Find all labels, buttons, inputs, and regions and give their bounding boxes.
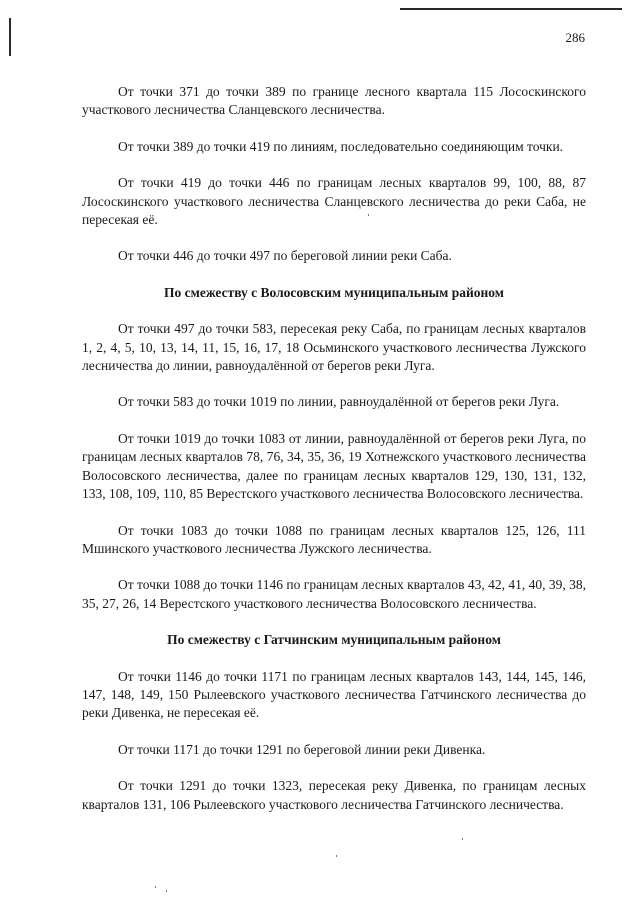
paragraph: От точки 1088 до точки 1146 по границам лесных кварталов 43, 42, 41, 40, 39, 38, 35, 27, 26, 14 Верестского участкового лесничества Волосовского лесничества. [82,577,586,611]
paragraph: От точки 1146 до точки 1171 по границам лесных кварталов 143, 144, 145, 146, 147, 148, 149, 150 Рылеевского участкового лесничества Гатчинского лесничества до реки Дивенка, не пересекая её. [82,668,586,721]
section-heading: По смежеству с Волосовским муниципальным районом [164,284,504,300]
paragraph: От точки 446 до точки 497 по береговой линии реки Саба. [118,248,452,264]
paragraph: От точки 1291 до точки 1323, пересекая реку Дивенка, по границам лесных кварталов 131, 106 Рылеевского участкового лесничества Гатчинского лесничества. [82,778,586,812]
paragraph: От точки 1083 до точки 1088 по границам лесных кварталов 125, 126, 111 Мшинского участкового лесничества Лужского лесничества. [82,522,586,556]
paragraph: От точки 583 до точки 1019 по линии, равноудалённой от берегов реки Луга. [118,394,560,410]
document-body [82,83,586,832]
page-number: 286 [565,30,585,45]
scan-speck [336,855,337,857]
paragraph: От точки 419 до точки 446 по границам лесных кварталов 99, 100, 88, 87 Лососкинского участкового лесничества Сланцевского лесничества до реки Саба, не пересекая её. [82,175,586,228]
scan-edge-left [9,18,11,56]
paragraph: От точки 497 до точки 583, пересекая реку Саба, по границам лесных кварталов 1, 2, 4, 5, 10, 13, 14, 11, 15, 16, 17, 18 Осьминского участкового лесничества Лужского лесничества до линии, равноудалённой от берегов реки Луга. [82,321,586,374]
scan-edge-top [400,8,622,10]
paragraph: От точки 389 до точки 419 по линиям, последовательно соединяющим точки. [118,138,564,154]
scan-speck [166,890,167,892]
paragraph: От точки 371 до точки 389 по границе лесного квартала 115 Лососкинского участкового лесничества Сланцевского лесничества. [82,84,586,118]
scan-speck [462,838,463,840]
scan-speck [155,886,156,888]
paragraph: От точки 1171 до точки 1291 по береговой линии реки Дивенка. [118,741,486,757]
scan-speck [368,214,369,216]
paragraph: От точки 1019 до точки 1083 от линии, равноудалённой от берегов реки Луга, по границам лесных кварталов 78, 76, 34, 35, 36, 19 Хотнежского участкового лесничества Волосовского лесничества, далее по границам лесных кварталов 129, 130, 131, 132, 133, 108, 109, 110, 85 Верестского участкового лесничества Волосовского лесничества. [82,430,586,502]
section-heading: По смежеству с Гатчинским муниципальным районом [167,632,501,648]
